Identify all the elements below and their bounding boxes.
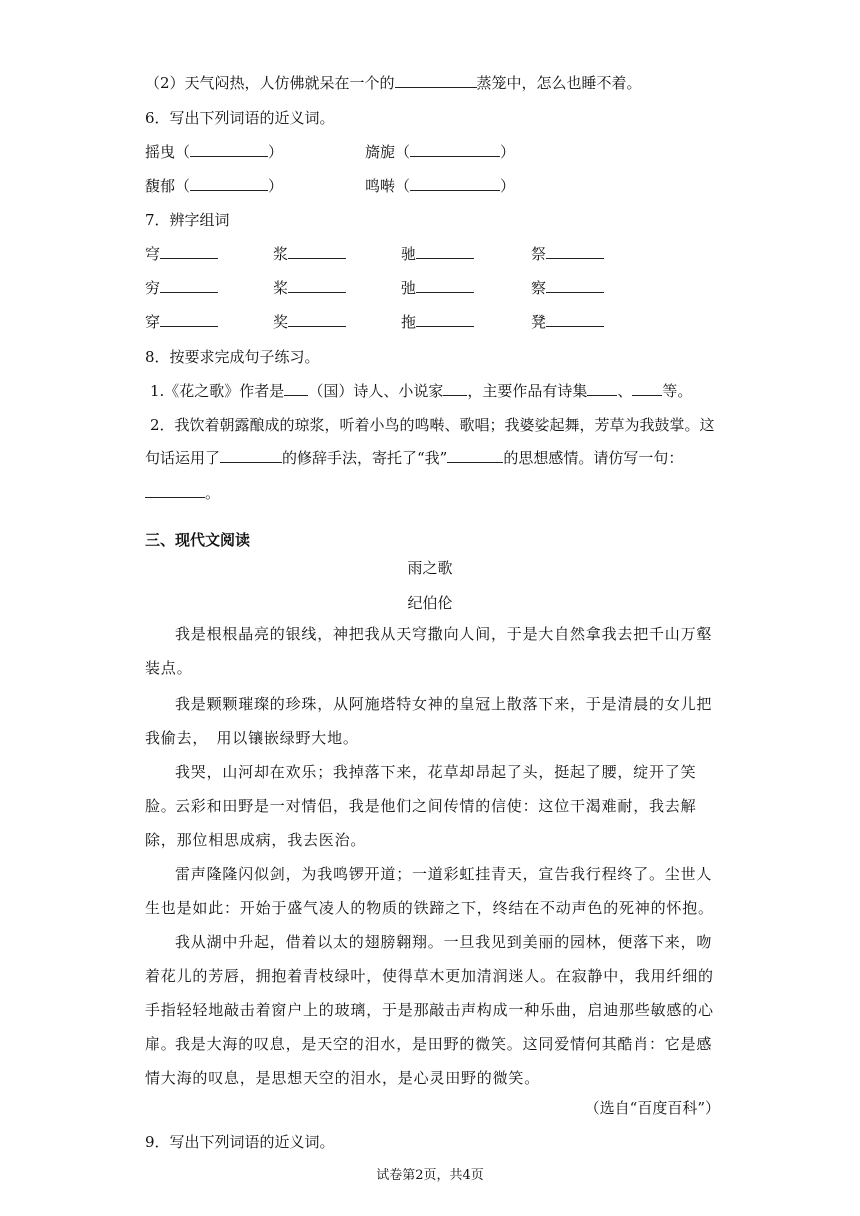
poem-title: 雨之歌 xyxy=(407,559,453,577)
text: 、 xyxy=(617,382,633,400)
answer-blank[interactable] xyxy=(160,244,218,259)
character: 弛 xyxy=(401,279,417,297)
q8-item-2-line-1: 2．我饮着朝露酿成的琼浆，听着小鸟的鸣啭、歌唱；我婆娑起舞，芳草为我鼓掌。这 xyxy=(150,416,715,434)
answer-blank[interactable] xyxy=(284,381,308,396)
character: 凳 xyxy=(531,313,547,331)
q5-item2-prefix: （2）天气闷热，人仿佛就呆在一个的 xyxy=(145,74,395,92)
word-label: 鸣啭（ xyxy=(365,177,411,195)
question-7-title: 7．辨字组词 xyxy=(145,211,230,229)
q8-item-2-line-2 xyxy=(145,447,683,468)
text: 。 xyxy=(205,484,221,502)
answer-blank[interactable] xyxy=(190,176,268,191)
answer-blank[interactable] xyxy=(546,278,604,293)
character: 祭 xyxy=(531,245,547,263)
q7-item xyxy=(273,243,346,264)
answer-blank[interactable] xyxy=(288,312,346,327)
answer-blank[interactable] xyxy=(288,278,346,293)
answer-blank[interactable] xyxy=(416,244,474,259)
bracket-close: ） xyxy=(268,177,284,195)
answer-blank[interactable] xyxy=(587,381,617,396)
character: 浆 xyxy=(273,245,289,263)
poem-paragraph: 我是大海的叹息，是天空的泪水，是田野的微笑。这同爱情何其酷肖：它是感情大海的叹息，是思想天空的泪水，是心灵田野的微笑。 xyxy=(145,1035,713,1087)
word-label: 摇曳（ xyxy=(145,143,191,161)
poem-paragraph: 我从湖中升起，借着以太的翅膀翱翔。一旦我见到美丽的园林，便落下来，吻着花儿的芳唇，拥抱着青枝绿叶，使得草木更加清润迷人。在寂静中，我用纤细的手指轻轻地敲击着窗户上的玻璃，于是那敲击声构成一种乐曲，启迪那些敏感的心扉。 xyxy=(145,933,714,1053)
character: 察 xyxy=(531,279,547,297)
q7-item xyxy=(273,311,346,332)
q6-word-2 xyxy=(365,141,515,162)
q7-item xyxy=(401,277,474,298)
page-footer: 试卷第2页，共4页 xyxy=(376,1168,484,1183)
answer-blank[interactable] xyxy=(416,312,474,327)
poem-paragraph: 我是根根晶亮的银线，神把我从天穹撒向人间，于是大自然拿我去把千山万壑装点。 xyxy=(145,625,713,677)
text: 的思想感情。请仿写一句： xyxy=(503,449,684,467)
q8-item-1 xyxy=(150,380,692,401)
text: ，主要作品有诗集 xyxy=(467,382,588,400)
bracket-close: ） xyxy=(500,143,516,161)
answer-blank[interactable] xyxy=(546,312,604,327)
poem-paragraph: 云彩和田野是一对情侣，我是他们之间传情的信使：这位干渴难耐，我去解除，那位相思成病，我去医治。 xyxy=(145,797,697,849)
answer-blank[interactable] xyxy=(145,483,205,498)
poem-source: （选自“百度百科”） xyxy=(584,1099,720,1117)
answer-blank[interactable] xyxy=(447,448,503,463)
poem-paragraph: 雷声隆隆闪似剑，为我鸣锣开道；一道彩虹挂青天，宣告我行程终了。尘世人生也是如此：开始于盛气凌人的物质的铁蹄之下，终结在不动声色的死神的怀抱。 xyxy=(145,865,714,917)
q7-item xyxy=(145,311,218,332)
bracket-close: ） xyxy=(500,177,516,195)
character: 穹 xyxy=(145,245,161,263)
bracket-close: ） xyxy=(268,143,284,161)
text: （国）诗人、小说家 xyxy=(308,382,444,400)
answer-blank[interactable] xyxy=(443,381,467,396)
q6-word-3 xyxy=(145,175,283,196)
text: 1.《花之歌》作者是 xyxy=(150,382,285,400)
q5-item2-suffix: 蒸笼中，怎么也睡不着。 xyxy=(476,74,642,92)
section-title: 三、现代文阅读 xyxy=(145,531,251,549)
answer-blank[interactable] xyxy=(160,312,218,327)
q7-item xyxy=(145,277,218,298)
q6-word-1 xyxy=(145,141,283,162)
text: 等。 xyxy=(662,382,693,400)
q7-item xyxy=(145,243,218,264)
answer-blank[interactable] xyxy=(632,381,662,396)
character: 奖 xyxy=(273,313,289,331)
poem-author: 纪伯伦 xyxy=(407,594,453,612)
question-5-item-2 xyxy=(145,72,642,93)
answer-blank[interactable] xyxy=(220,448,282,463)
word-label: 旖旎（ xyxy=(365,143,411,161)
question-8-title: 8．按要求完成句子练习。 xyxy=(145,348,320,366)
answer-blank[interactable] xyxy=(546,244,604,259)
answer-blank[interactable] xyxy=(410,176,500,191)
question-6-title: 6．写出下列词语的近义词。 xyxy=(145,109,335,127)
text: 的修辞手法，寄托了“我” xyxy=(282,449,448,467)
q7-item xyxy=(401,311,474,332)
answer-blank[interactable] xyxy=(190,142,268,157)
text: 句话运用了 xyxy=(145,449,221,467)
question-9-title: 9．写出下列词语的近义词。 xyxy=(145,1133,335,1151)
q7-item xyxy=(401,243,474,264)
answer-blank[interactable] xyxy=(395,73,477,88)
character: 驰 xyxy=(401,245,417,263)
answer-blank[interactable] xyxy=(416,278,474,293)
q7-item xyxy=(273,277,346,298)
q8-item-2-line-3 xyxy=(145,482,220,503)
answer-blank[interactable] xyxy=(288,244,346,259)
q6-word-4 xyxy=(365,175,515,196)
q7-item xyxy=(531,277,604,298)
character: 桨 xyxy=(273,279,289,297)
q7-item xyxy=(531,243,604,264)
answer-blank[interactable] xyxy=(410,142,500,157)
character: 拖 xyxy=(401,313,417,331)
word-label: 馥郁（ xyxy=(145,177,191,195)
poem-paragraph: 我哭，山河却在欢乐；我掉落下来，花草却昂起了头，挺起了腰，绽开了笑脸。 xyxy=(145,763,697,815)
q7-item xyxy=(531,311,604,332)
character: 穿 xyxy=(145,313,161,331)
poem-paragraph: 我是颗颗璀璨的珍珠，从阿施塔特女神的皇冠上散落下来，于是清晨的女儿把我偷去， 用以镶嵌绿野大地。 xyxy=(145,695,713,747)
character: 穷 xyxy=(145,279,161,297)
answer-blank[interactable] xyxy=(160,278,218,293)
